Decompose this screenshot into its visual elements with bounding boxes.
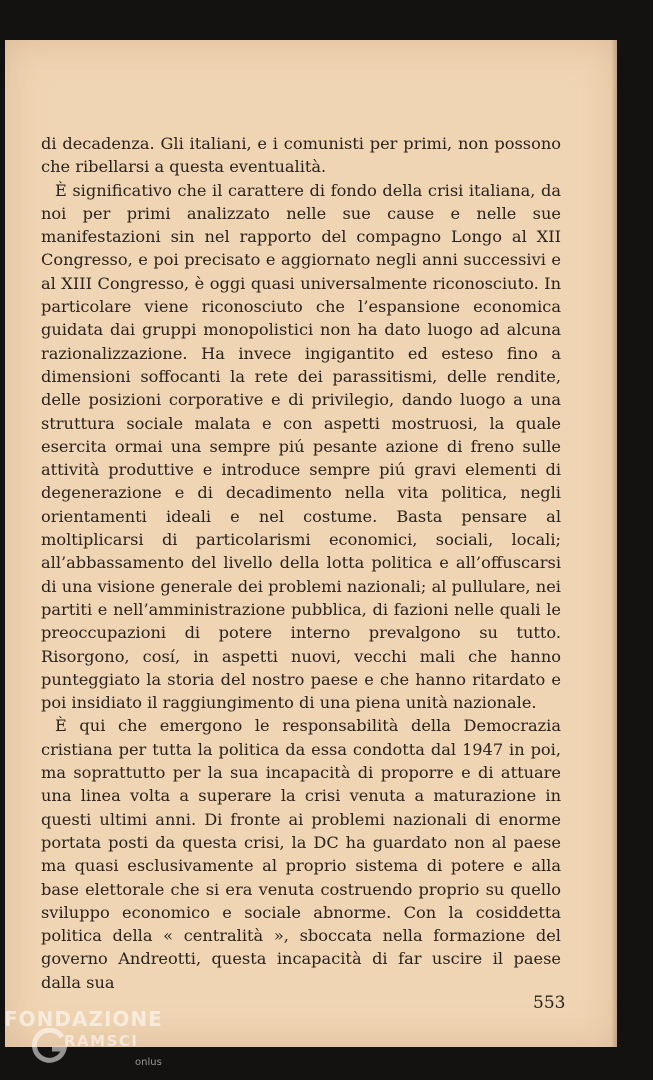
watermark-line1: FONDAZIONE [4, 1007, 163, 1031]
book-page [5, 40, 617, 1047]
page-number: 553 [533, 993, 566, 1013]
watermark-line3: onlus [135, 1057, 162, 1068]
paragraph-crisis-character: È significativo che il carattere di fondo della crisi italiana, da noi per primi analizzato nelle sue cause e nelle sue manifestazioni sin nel rapporto del compagno Longo al XII Congresso, e poi precisato e aggiornato negli anni successivi e al XIII Congresso, è oggi quasi universalmente riconosciuto. In particolare viene riconosciuto che l’espansione economica guidata dai gruppi monopolistici non ha dato luogo ad alcuna razionalizzazione. Ha invece ingigantito ed esteso fino a dimensioni soffocanti la rete dei parassitismi, delle rendite, delle posizioni corporative e di privilegio, dando luogo a una struttura sociale malata e con aspetti mostruosi, la quale esercita ormai una sempre piú pesante azione di freno sulle attività produttive e introduce sempre piú gravi elementi di degenerazione e di decadimento nella vita politica, negli orientamenti ideali e nel costume. Basta pensare al moltiplicarsi di particolarismi economici, sociali, locali; all’abbassamento del livello della lotta politica e all’offuscarsi di una visione generale dei problemi nazionali; al pullulare, nei partiti e nell’amministrazione pubblica, di fazioni nelle quali le preoccupazioni di potere interno prevalgono su tutto. Risorgono, cosí, in aspetti nuovi, vecchi mali che hanno punteggiato la storia del nostro paese e che hanno ritardato e poi insidiato il raggiungimento di una piena unità nazionale. [41, 180, 561, 713]
paragraph-dc-responsibility: È qui che emergono le responsabilità della Democrazia cristiana per tutta la politica da essa condotta dal 1947 in poi, ma soprattutto per la sua incapacità di proporre e di attuare una linea volta a superare la crisi venuta a maturazione in questi ultimi anni. Di fronte ai problemi nazionali di enorme portata posti da questa crisi, la DC ha guardato non al paese ma quasi esclusivamente al proprio sistema di potere e alla base elettorale che si era venuta costruendo proprio su quello sviluppo economico e sociale abnorme. Con la cosiddetta politica della « centralità », sboccata nella formazione del governo Andreotti, questa incapacità di far uscire il paese dalla sua [41, 716, 561, 992]
fondazione-gramsci-logo [4, 1007, 174, 1077]
body-text [41, 132, 561, 994]
paragraph-continuation: di decadenza. Gli italiani, e i comunisti per primi, non possono che ribellarsi a questa eventualità. [41, 134, 561, 177]
watermark-line2: RAMSCI [64, 1032, 139, 1050]
